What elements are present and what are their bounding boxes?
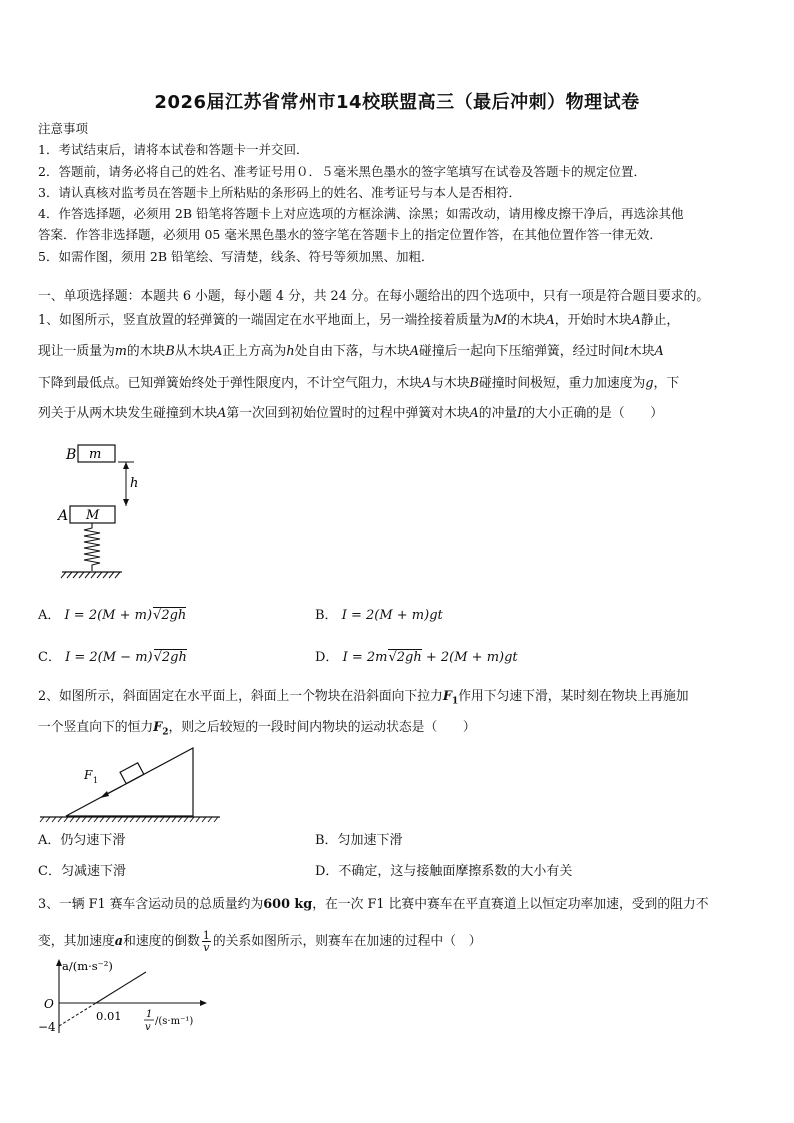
q1-stem-line-4: 列关于从两木块发生碰撞到木块A第一次回到初始位置时的过程中弹簧对木块A的冲量I的大小正确的是（ ） [38, 406, 664, 421]
q3-inverse-velocity-fraction: $\frac{1}{v}$ [202, 929, 210, 954]
notes-heading: 注意事项 [38, 121, 89, 136]
note-item-4-continued: 答案．作答非选择题，必须用 05 毫米黑色墨水的签字笔在答题卡上的指定位置作答，在其他位置作答一律无效． [38, 227, 662, 242]
force-f1-arrowhead [100, 791, 109, 798]
q2-option-d[interactable]: D．不确定，这与接触面摩擦系数的大小有关 [315, 864, 573, 879]
block-b-mass-label: m [89, 447, 102, 462]
note-item-1: 1．考试结束后，请将本试卷和答题卡一并交回． [38, 142, 309, 157]
height-arrow-bottom-head [123, 499, 129, 506]
origin-label: O [44, 997, 54, 1011]
x-intercept-label: 0.01 [96, 1009, 122, 1023]
q3-stem-line-1: 3、一辆 F1 赛车含运动员的总质量约为600 kg，在一次 F1 比赛中赛车在平直赛道上以恒定功率加速，受到的阻力不 [38, 897, 709, 912]
note-item-5: 5．如需作图，须用 2B 铅笔绘、写清楚，线条、符号等须加黑、加粗． [38, 249, 434, 264]
q1-stem-line-3: 下降到最低点。已知弹簧始终处于弹性限度内，不计空气阻力，木块A与木块B碰撞时间极短，重力加速度为g，下 [38, 376, 680, 391]
note-item-3: 3．请认真核对监考员在答题卡上所粘贴的条形码上的姓名、准考证号与本人是否相符． [38, 185, 521, 200]
q1-stem-line-2: 现让一质量为m的木块B从木块A正上方高为h处自由下落，与木块A碰撞后一起向下压缩弹簧，经过时间t木块A [38, 344, 664, 359]
q2-incline-figure [40, 745, 230, 825]
section-heading: 一、单项选择题：本题共 6 小题，每小题 4 分，共 24 分。在每小题给出的四个选项中，只有一项是符合题目要求的。 [38, 289, 710, 304]
q1-option-c[interactable]: C． I = 2(M − m)√2gh [38, 650, 187, 665]
q3-stem-line-2: 变，其加速度a和速度的倒数 $\frac{1}{v}$ 的关系如图所示，则赛车在加速的过程中（ ） [38, 929, 482, 954]
force-f1-subscript: 1 [93, 776, 99, 785]
dashed-extension [59, 1003, 96, 1026]
q1-option-d[interactable]: D． I = 2m√2gh + 2(M + m)gt [315, 650, 518, 665]
x-axis-label-unit: /(s·m⁻¹) [155, 1016, 194, 1027]
q1-stem-line-1: 1、如图所示，竖直放置的轻弹簧的一端固定在水平地面上，另一端拴接着质量为M的木块A，开始时木块A静止， [38, 313, 680, 328]
q2-stem-line-2: 一个竖直向下的恒力$F_2$，则之后较短的一段时间内物块的运动状态是（ ） [38, 720, 476, 738]
note-item-2: 2．答题前，请务必将自己的姓名、准考证号用０．５毫米黑色墨水的签字笔填写在试卷及答题卡的规定位置． [38, 164, 646, 179]
force-f1-label: F [84, 768, 93, 782]
figure-label-a: A [58, 508, 69, 524]
q2-option-b[interactable]: B．匀加速下滑 [315, 833, 403, 848]
q2-option-c[interactable]: C．匀减速下滑 [38, 864, 126, 879]
x-axis-arrowhead [200, 1000, 207, 1006]
height-label: h [130, 476, 139, 491]
q1-spring-figure [58, 440, 158, 580]
y-intercept-label: −4 [38, 1020, 56, 1034]
figure-label-b: B [66, 447, 77, 463]
q1-option-b[interactable]: B． I = 2(M + m)gt [315, 608, 443, 623]
block-a-mass-label: M [86, 508, 100, 523]
q2-option-a[interactable]: A．仍匀速下滑 [38, 833, 126, 848]
height-arrow-top-head [123, 462, 129, 469]
page-title: 2026届江苏省常州市14校联盟高三（最后冲刺）物理试卷 [154, 92, 640, 113]
graph-line [96, 972, 146, 1003]
q3-graph [36, 958, 236, 1038]
x-axis-label-denominator: v [145, 1022, 151, 1033]
block-on-incline [120, 763, 144, 784]
ground-hatching [61, 572, 120, 578]
q2-stem-line-1: 2、如图所示，斜面固定在水平面上，斜面上一个物块在沿斜面向下拉力$F_1$作用下匀速下滑，某时刻在物块上再施加 [38, 689, 689, 707]
block [120, 763, 144, 784]
ground-hatching [40, 817, 218, 822]
y-axis-label: a/(m·s⁻²) [62, 959, 113, 973]
x-axis-label-numerator: 1 [146, 1009, 153, 1020]
note-item-4: 4．作答选择题，必须用 2B 铅笔将答题卡上对应选项的方框涂满、涂黑；如需改动，请用橡皮擦干净后，再选涂其他 [38, 206, 684, 221]
q1-option-a[interactable]: A． I = 2(M + m)√2gh [38, 608, 187, 623]
spring [84, 523, 100, 571]
